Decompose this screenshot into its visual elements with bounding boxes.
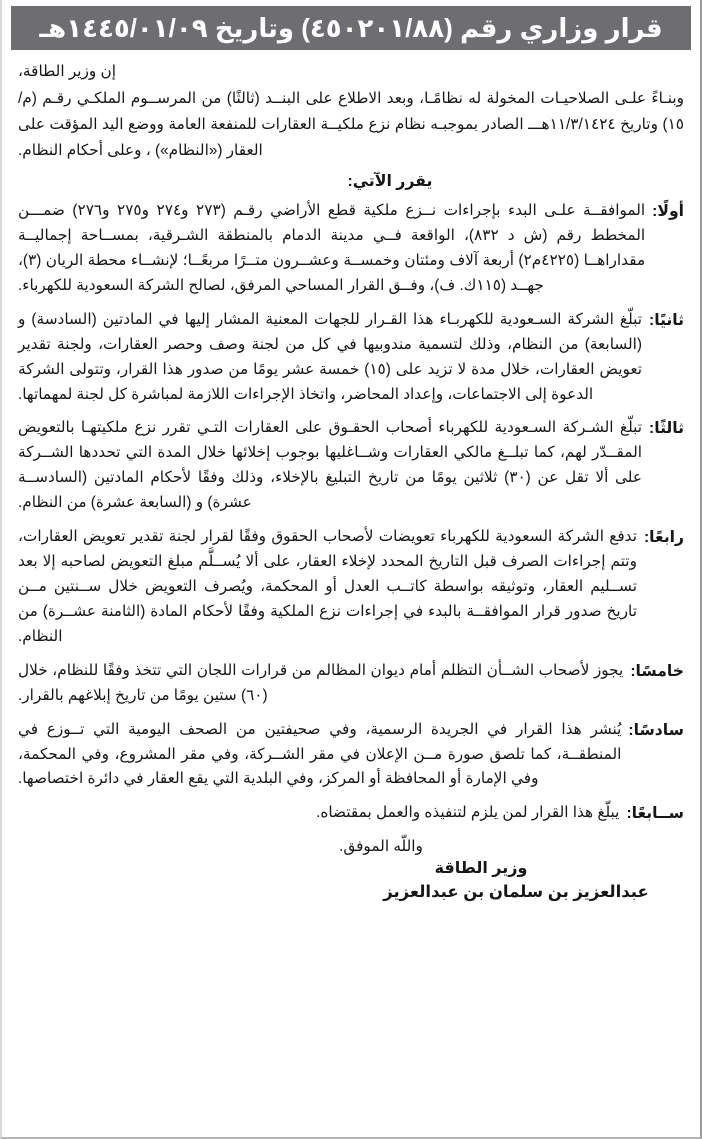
- clause-text: يبلّغ هذا القرار لمن يلزم لتنفيذه والعمل بمقتضاه.: [316, 804, 620, 822]
- clause-first: [18, 199, 684, 299]
- clause-marker: ثانيًا:: [649, 311, 684, 329]
- clause-marker: خامسًا:: [630, 662, 684, 680]
- clause-text: الموافقــة علـى البدء بإجراءات نــزع ملكية قطع الأراضي رقـم (٢٧٣ و٢٧٤ و٢٧٥ و٢٧٦) ضمـــن المخطط رقم (ش د ٨٣٢)، الواقعة فــي مدينة الدمام بالمنطقة الشـرقية، بمســاحة إجماليــة مقداراهــا (٤٢٢٥م٢) أربعة آلاف ومئتان وخمســة وعشــرون متــرًا مربعًــا؛ لإنشــاء محطة الريان (٣)، جهــد (١١٥ك. ف)، وفــق القرار المساحي المرفق، لصالح الشركة السعودية للكهرباء.: [18, 202, 646, 294]
- clause-marker: سادسًا:: [628, 721, 684, 739]
- clause-text: تبلّغ الشـركة السـعودية للكهرباء أصحاب الحقـوق على العقارات التـي تقرر نزع ملكيتهـا بالتعويض المقــدّر لهم، كما تبلــغ مالكي العقارات وشــاغليها بوجوب إخلائها خلال المدة التي تحددها الشــركة على ألا تقل عن (٣٠) ثلاثين يومًا من تاريخ التبليغ بالإخلاء، وذلك وفقًا لأحكام المادتين (السادســة عشرة) و (السابعة عشرة) من النظام.: [18, 419, 643, 512]
- document-body: [2, 50, 700, 906]
- clause-marker: ثالثًا:: [649, 420, 684, 438]
- preamble-paragraph: وبنـاءً علـى الصلاحيـات المخولة له نظامًـا، وبعد الاطلاع على البنــد (ثالثًا) من المرســوم الملكـي رقـم (م/١٥) وتاريخ ١١/٣/١٤٢٤هـــ الصادر بموجبـه نظام نزع ملكيــة العقارات للمنفعة العامة ووضع اليد المؤقت على العقار («النظام») ، وعلى أحكام النظام.: [18, 90, 684, 159]
- clause-marker: ســابعًا:: [626, 805, 684, 823]
- closing-invocation: واللّه الموفق.: [339, 837, 423, 855]
- clause-text: يجوز لأصحاب الشــأن التظلم أمام ديوان المظالم من قرارات اللجان التي تتخذ وفقًا للنظام، خلال (٦٠) ستين يومًا من تاريخ إبلاغهم بالقرار.: [18, 661, 624, 704]
- clause-marker: أولًا:: [652, 203, 684, 221]
- clause-marker: رابعًا:: [643, 529, 684, 547]
- clause-text: تدفع الشركة السعودية للكهرباء تعويضات لأصحاب الحقوق وفقًا لقرار لجنة تقدير تعويض العقارات، وتتم إجراءات الصرف قبل التاريخ المحدد لإخلاء العقار، على ألا يُســلَّم مبلغ التعويض لصاحبه إلا بعد تســليم العقار، وتوثيقه بواسطة كاتــب العدل أو المحكمة، ويُصرف التعويض خلال ســنتين مــن تاريخ صدور قرار الموافقــة بالبدء في إجراءات نزع الملكية وفقًا لأحكام المادة (الثامنة عشــرة) من النظام.: [18, 528, 637, 645]
- clause-second: [18, 308, 684, 408]
- clause-text: يُنشر هذا القرار في الجريدة الرسمية، وفي صحيفتين من الصحف اليومية التي تــوزع في المنطقــة، كما تلصق صورة مــن الإعلان في مقر الشــركة، وفي مقر المشروع، وفي المحكمة، وفي الإمارة أو المحافظة أو المركز، وفي البلدية التي يقع العقار في دائرة اختصاصها.: [18, 720, 622, 788]
- salutation-line: إن وزير الطاقة،: [18, 63, 117, 80]
- clause-fifth: [18, 659, 684, 709]
- signatory-title: وزير الطاقة: [434, 859, 528, 877]
- clause-text: تبلّغ الشركة السـعودية للكهربـاء هذا القـرار للجهات المعنية المشار إليها في المادتين (السادسة) و (السابعة) من النظام، وذلك لتسمية مندوبيها في كل من لجنة وصف وحصر العقارات، ولجنة تقدير تعويض العقارات، خلال مدة لا تزيد على (١٥) خمسة عشر يومًا من صدور هذا القرار، وتتولى الشركة الدعوة إلى الاجتماعات، وإعداد المحاضر، واتخاذ الإجراءات اللازمة لمباشرة كل لجنة لمهماتها.: [18, 310, 643, 403]
- decision-title: قرار وزاري رقم (٤٥٠٢٠١/٨٨) وتاريخ ١٤٤٥/٠١/٠٩هـ: [39, 13, 663, 43]
- clause-seventh: [18, 801, 684, 826]
- clause-third: [18, 416, 684, 516]
- signatory-name: عبدالعزيز بن سلمان بن عبدالعزيز: [383, 882, 649, 901]
- decides-heading: يقرر الآتي:: [347, 173, 433, 191]
- clause-sixth: [18, 718, 684, 793]
- decision-header-bar: [11, 6, 691, 50]
- clause-fourth: [18, 525, 684, 650]
